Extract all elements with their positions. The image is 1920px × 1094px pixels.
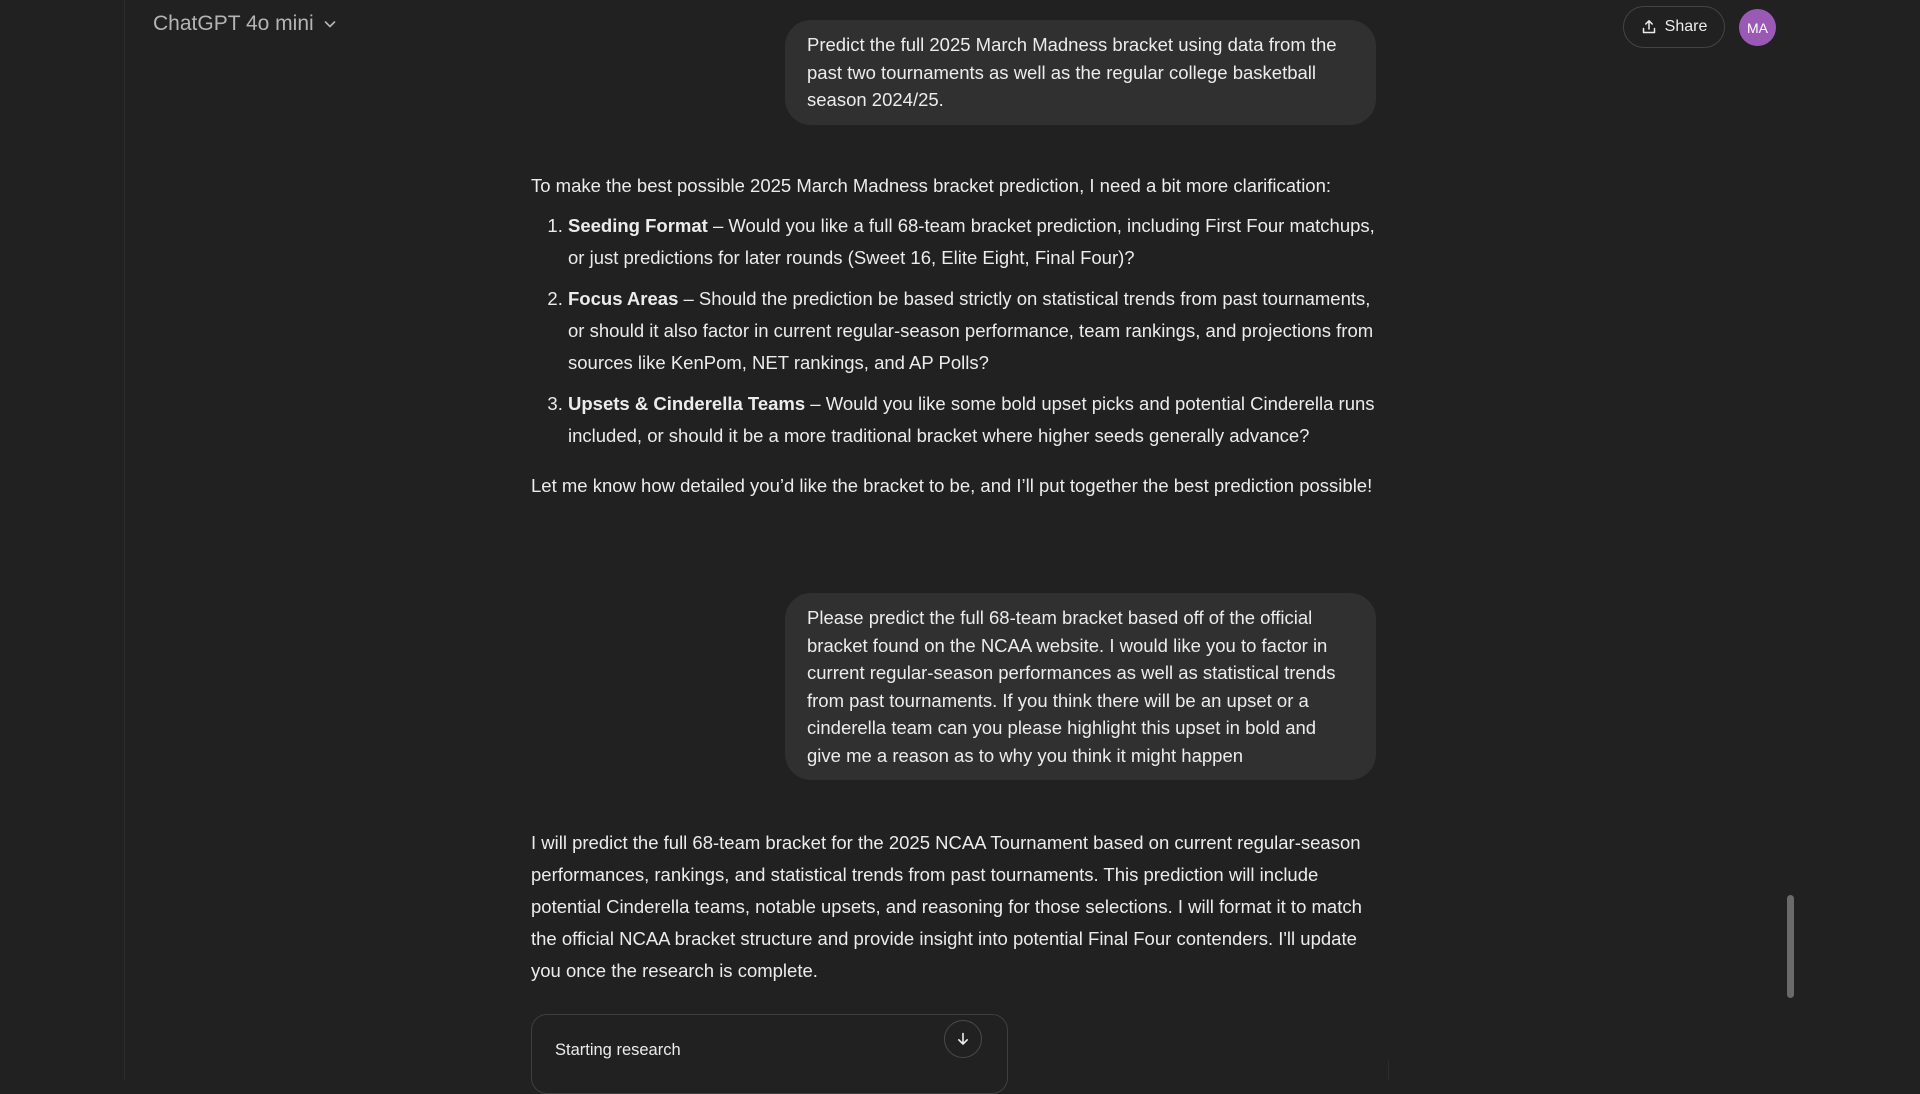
arrow-down-icon <box>955 1031 971 1047</box>
user-message-text: Predict the full 2025 March Madness bracket using data from the past two tournaments as well as the regular college basketball season 2024/25. <box>807 34 1337 110</box>
model-name: ChatGPT 4o mini <box>153 12 314 35</box>
research-status-label: Starting research <box>555 1041 681 1059</box>
avatar[interactable] <box>1739 9 1776 46</box>
assistant-message <box>531 170 1381 502</box>
list-item <box>568 210 1381 274</box>
list-item-title: Focus Areas <box>568 288 679 309</box>
scroll-down-button[interactable] <box>944 1020 982 1058</box>
avatar-initials: MA <box>1747 19 1768 36</box>
user-message <box>785 20 1376 125</box>
clarification-list <box>531 210 1381 452</box>
list-item <box>568 388 1381 452</box>
research-status-card[interactable] <box>531 1014 1008 1094</box>
list-item-text: – Would you like a full 68-team bracket prediction, including First Four matchups, or just predictions for later rounds (Sweet 16, Elite Eight, Final Four)? <box>568 215 1375 268</box>
share-button[interactable] <box>1623 6 1725 48</box>
assistant-message-text: I will predict the full 68-team bracket for the 2025 NCAA Tournament based on current regular-season performances, rankings, and statistical trends from past tournaments. This prediction will include potential Cinderella teams, notable upsets, and reasoning for those selections. I will format it to match the official NCAA bracket structure and provide insight into potential Final Four contenders. I'll update you once the research is complete. <box>531 832 1362 981</box>
scrollbar-thumb[interactable] <box>1787 895 1794 998</box>
list-item-title: Upsets & Cinderella Teams <box>568 393 806 414</box>
user-message <box>785 593 1376 780</box>
list-item-text: – Would you like some bold upset picks and potential Cinderella runs included, or should it be a more traditional bracket where higher seeds generally advance? <box>568 393 1375 446</box>
assistant-outro: Let me know how detailed you’d like the bracket to be, and I’ll put together the best prediction possible! <box>531 475 1373 496</box>
share-upload-icon <box>1641 19 1657 35</box>
list-item <box>568 283 1381 379</box>
chevron-down-icon <box>322 16 338 32</box>
sidebar-edge <box>0 0 125 1080</box>
chat-window <box>125 0 1920 1080</box>
divider <box>1388 1060 1389 1080</box>
user-message-text: Please predict the full 68-team bracket based off of the official bracket found on the NCAA website. I would like you to factor in current regular-season performances as well as statistical trends from past tournaments. If you think there will be an upset or a cinderella team can you please highlight this upset in bold and give me a reason as to why you think it might happen <box>807 607 1336 766</box>
list-item-title: Seeding Format <box>568 215 708 236</box>
model-selector[interactable] <box>153 12 338 36</box>
assistant-intro: To make the best possible 2025 March Madness bracket prediction, I need a bit more clarification: <box>531 175 1332 196</box>
share-label: Share <box>1664 18 1708 35</box>
assistant-message <box>531 827 1381 987</box>
list-item-text: – Should the prediction be based strictly on statistical trends from past tournaments, or should it also factor in current regular-season performance, team rankings, and projections from sources like KenPom, NET rankings, and AP Polls? <box>568 288 1374 373</box>
